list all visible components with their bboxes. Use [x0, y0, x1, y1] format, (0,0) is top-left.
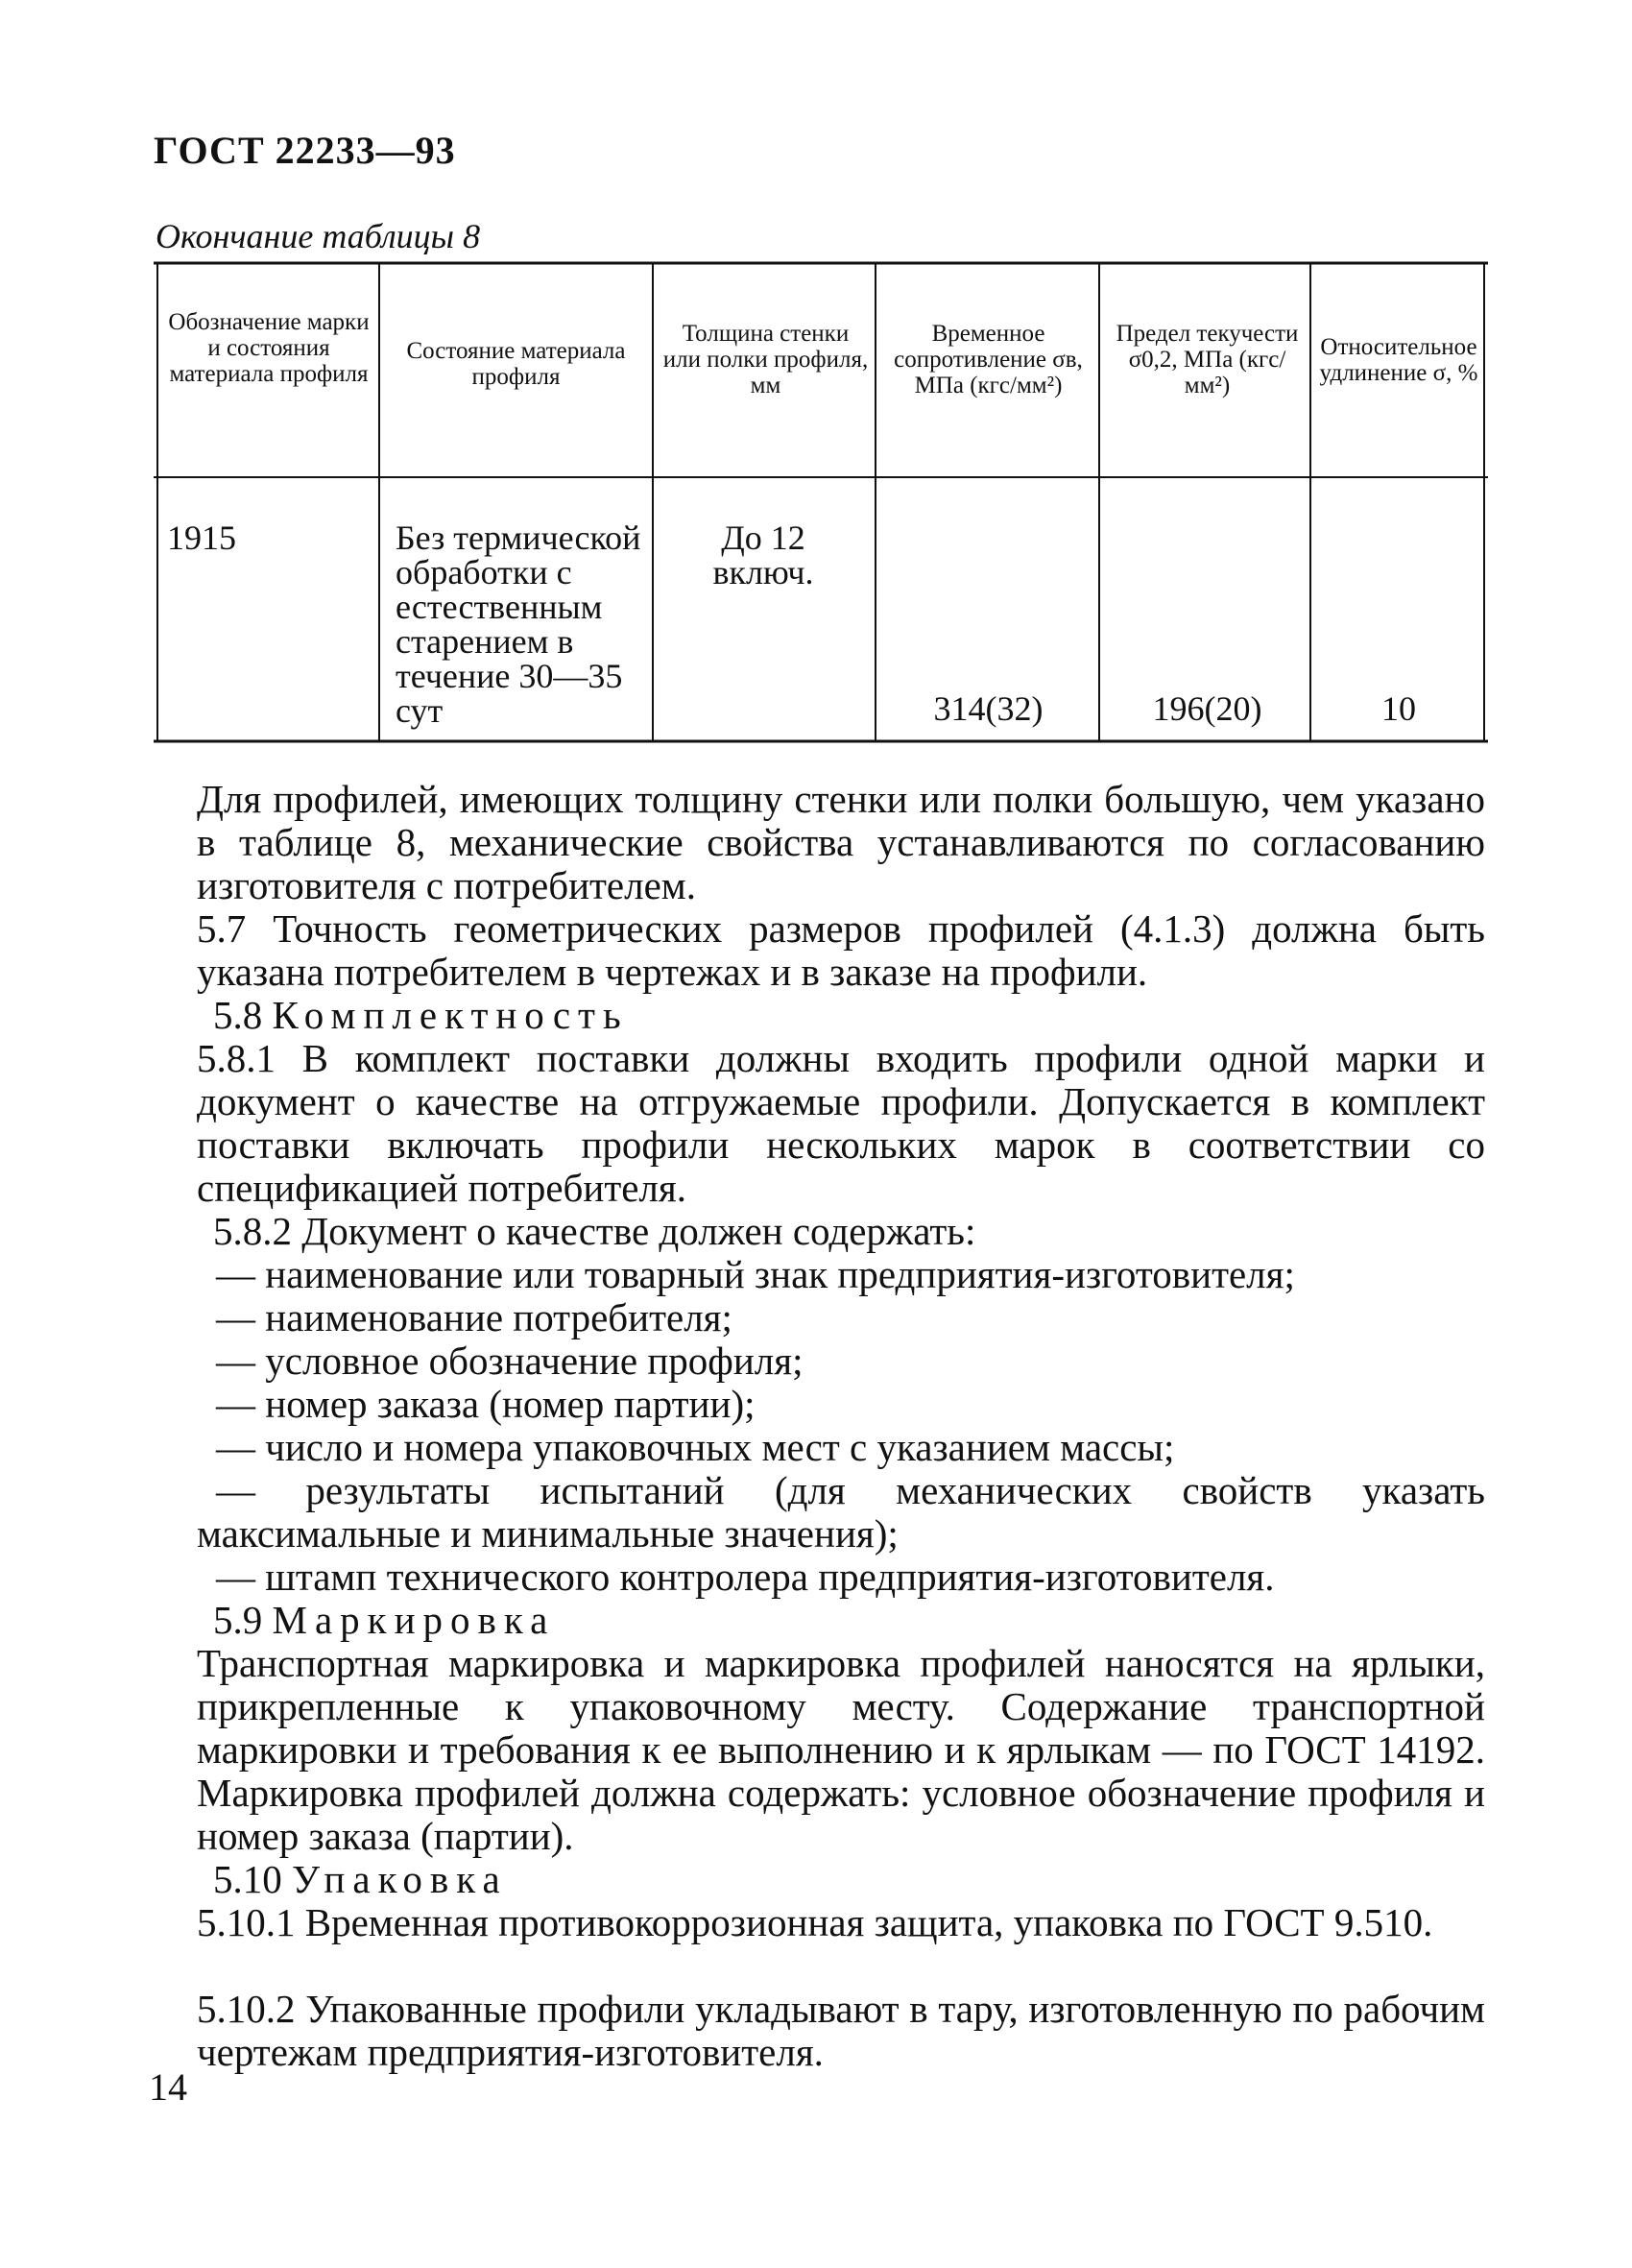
- paragraph-thickness-note-text: Для профилей, имеющих толщину стенки или полки большую, чем указано в таблице 8, механические свойства устанавливаются по согласованию изготовителя с потребителем.: [197, 777, 1485, 907]
- cell-state: Без термической обработки с естественным старением в течение 30—35 сут: [396, 519, 641, 730]
- cell-strength: 314(32): [933, 689, 1044, 728]
- list-item: — наименование или товарный знак предприятия-изготовителя;: [216, 1252, 1295, 1296]
- section-title: Маркировка: [272, 1598, 556, 1642]
- section-number: 5.8: [213, 993, 263, 1037]
- cell-elongation: 10: [1381, 689, 1416, 728]
- paragraph-5-10-2: 5.10.2 Упакованные профили укладывают в тару, изготовленную по рабочим чертежам предприятия-изготовителя.: [197, 1987, 1485, 2074]
- paragraph-thickness-note: [197, 778, 1485, 907]
- cell-yield: 196(20): [1152, 689, 1262, 728]
- paragraph-5-8-2: 5.8.2 Документ о качестве должен содержать:: [213, 1209, 976, 1253]
- cell-thickness: До 12 включ.: [712, 519, 814, 591]
- header-cell-strength: Временное сопротивление σв, МПа (кгс/мм²): [894, 321, 1083, 398]
- section-number: 5.10: [213, 1857, 282, 1901]
- document-header: ГОСТ 22233—93: [154, 129, 456, 172]
- list-document-contents: [197, 1253, 1485, 1599]
- header-cell-state: Состояние материала профиля: [406, 338, 626, 390]
- paragraph-5-7: 5.7 Точность геометрических размеров профилей (4.1.3) должна быть указана потребителем в чертежах и в заказе на профили.: [197, 906, 1485, 994]
- paragraph-5-9: Транспортная маркировка и маркировка профилей наносятся на ярлыки, прикрепленные к упаковочному месту. Содержание транспортной маркировки и требования к ее выполнению и к ярлыкам — по ГОСТ 14192. Маркировка профилей должна содержать: условное обозначение профиля и номер заказа (партии).: [197, 1641, 1485, 1858]
- paragraph-5-8-1: 5.8.1 В комплект поставки должны входить профили одной марки и документ о качестве на отгружаемые профили. Допускается в комплект поставки включать профили нескольких марок в соответствии со спецификацией потребителя.: [197, 1036, 1485, 1210]
- list-item: — результаты испытаний (для механических свойств указать максимальные и минимальные значения);: [197, 1468, 1485, 1556]
- section-title: Комплектность: [272, 993, 629, 1037]
- list-item: — число и номера упаковочных мест с указанием массы;: [216, 1425, 1175, 1469]
- header-cell-thickness: Толщина стенки или полки профиля, мм: [662, 321, 869, 398]
- properties-table: [154, 261, 1488, 745]
- table-caption: Окончание таблицы 8: [156, 217, 481, 255]
- header-cell-elongation: Относительное удлинение σ, %: [1319, 334, 1478, 386]
- section-heading-5-9: [213, 1599, 1461, 1642]
- page-number: 14: [149, 2065, 187, 2109]
- paragraph-5-10-1: 5.10.1 Временная противокоррозионная защита, упаковка по ГОСТ 9.510.: [197, 1900, 1433, 1944]
- list-item: — штамп технического контролера предприятия-изготовителя.: [216, 1555, 1275, 1599]
- list-item: — номер заказа (номер партии);: [216, 1382, 756, 1426]
- section-heading-5-8: [213, 994, 1461, 1037]
- header-cell-yield: Предел текучести σ0,2, МПа (кгс/мм²): [1116, 321, 1299, 398]
- header-cell-mark: Обозначение марки и состояния материала профиля: [168, 309, 370, 387]
- list-item: — наименование потребителя;: [216, 1295, 732, 1339]
- cell-mark: 1915: [167, 519, 236, 557]
- section-number: 5.9: [213, 1598, 263, 1642]
- section-title: Упаковка: [292, 1857, 508, 1901]
- section-heading-5-10: [213, 1858, 1461, 1901]
- list-item: — условное обозначение профиля;: [216, 1339, 804, 1383]
